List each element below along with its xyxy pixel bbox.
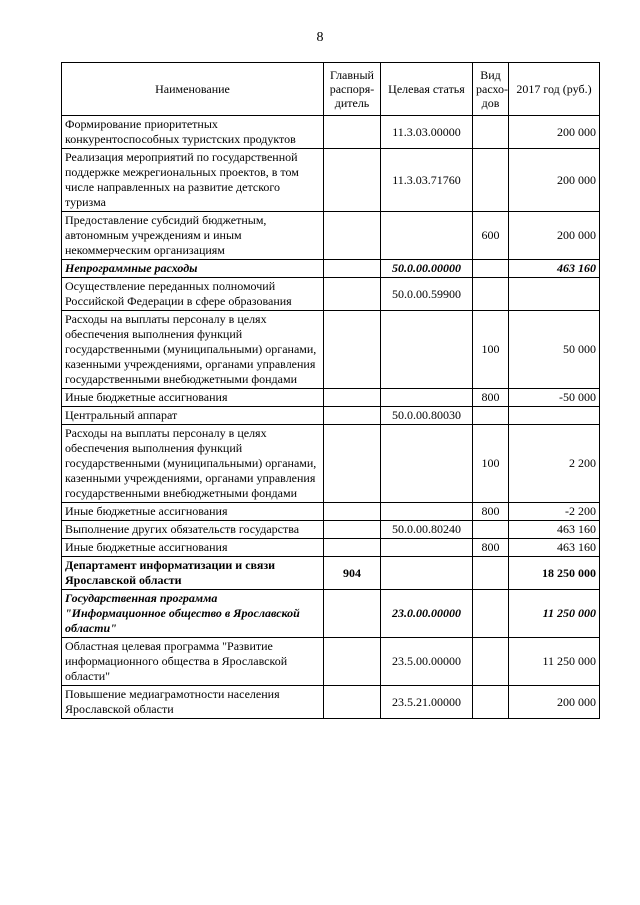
- table-row: [62, 521, 600, 539]
- cell-name: Центральный аппарат: [62, 407, 324, 425]
- cell-expense-type: 600: [473, 212, 509, 260]
- cell-amount: 200 000: [509, 149, 600, 212]
- cell-name: Повышение медиаграмотности населения Ярославской области: [62, 686, 324, 719]
- cell-name: Расходы на выплаты персоналу в целях обеспечения выполнения функций государственными (муниципальными) органами, казенными учреждениями, органами управления государственными внебюджетными фондами: [62, 311, 324, 389]
- cell-name: Иные бюджетные ассигнования: [62, 389, 324, 407]
- cell-amount: 463 160: [509, 260, 600, 278]
- cell-target: [381, 389, 473, 407]
- cell-expense-type: [473, 260, 509, 278]
- table-row: [62, 686, 600, 719]
- cell-manager: [324, 407, 381, 425]
- cell-name: Государственная программа "Информационное общество в Ярославской области": [62, 590, 324, 638]
- cell-name: Иные бюджетные ассигнования: [62, 539, 324, 557]
- cell-target: [381, 539, 473, 557]
- table-row: [62, 407, 600, 425]
- cell-manager: [324, 638, 381, 686]
- cell-expense-type: [473, 557, 509, 590]
- cell-amount: -50 000: [509, 389, 600, 407]
- cell-target: [381, 212, 473, 260]
- cell-expense-type: [473, 521, 509, 539]
- table-row: [62, 503, 600, 521]
- cell-manager: [324, 539, 381, 557]
- cell-manager: [324, 503, 381, 521]
- cell-manager: [324, 686, 381, 719]
- cell-name: Расходы на выплаты персоналу в целях обеспечения выполнения функций государственными (муниципальными) органами, казенными учреждениями, органами управления государственными внебюджетными фондами: [62, 425, 324, 503]
- cell-target: [381, 503, 473, 521]
- cell-manager: [324, 590, 381, 638]
- cell-amount: [509, 407, 600, 425]
- table-row: [62, 311, 600, 389]
- cell-expense-type: 800: [473, 503, 509, 521]
- cell-target: [381, 557, 473, 590]
- header-manager: Главный распоря-дитель: [324, 63, 381, 116]
- page-number: 8: [316, 30, 324, 45]
- header-target: Целевая статья: [381, 63, 473, 116]
- cell-manager: [324, 149, 381, 212]
- cell-expense-type: [473, 407, 509, 425]
- cell-name: Формирование приоритетных конкурентоспособных туристских продуктов: [62, 116, 324, 149]
- cell-expense-type: 100: [473, 311, 509, 389]
- cell-name: Выполнение других обязательств государства: [62, 521, 324, 539]
- cell-amount: 50 000: [509, 311, 600, 389]
- table-row: [62, 389, 600, 407]
- cell-name: Осуществление переданных полномочий Российской Федерации в сфере образования: [62, 278, 324, 311]
- cell-target: 11.3.03.71760: [381, 149, 473, 212]
- cell-name: Департамент информатизации и связи Ярославской области: [62, 557, 324, 590]
- cell-expense-type: 800: [473, 539, 509, 557]
- cell-amount: 200 000: [509, 116, 600, 149]
- cell-manager: [324, 425, 381, 503]
- table-body: [62, 116, 600, 719]
- cell-manager: [324, 278, 381, 311]
- table-header-row: [62, 63, 600, 116]
- cell-target: 50.0.00.00000: [381, 260, 473, 278]
- cell-manager: [324, 389, 381, 407]
- table-row: [62, 212, 600, 260]
- cell-amount: 18 250 000: [509, 557, 600, 590]
- header-expense-type: Вид расхо-дов: [473, 63, 509, 116]
- cell-target: 11.3.03.00000: [381, 116, 473, 149]
- table-row: [62, 278, 600, 311]
- cell-name: Иные бюджетные ассигнования: [62, 503, 324, 521]
- cell-expense-type: [473, 590, 509, 638]
- table-row: [62, 557, 600, 590]
- table-row: [62, 116, 600, 149]
- cell-amount: [509, 278, 600, 311]
- budget-table: [61, 62, 600, 719]
- cell-target: 50.0.00.80240: [381, 521, 473, 539]
- cell-amount: 11 250 000: [509, 638, 600, 686]
- table-row: [62, 539, 600, 557]
- header-name: Наименование: [62, 63, 324, 116]
- cell-amount: 463 160: [509, 539, 600, 557]
- cell-amount: 200 000: [509, 212, 600, 260]
- cell-amount: 11 250 000: [509, 590, 600, 638]
- cell-target: [381, 311, 473, 389]
- cell-target: 50.0.00.80030: [381, 407, 473, 425]
- table-row: [62, 590, 600, 638]
- cell-target: 50.0.00.59900: [381, 278, 473, 311]
- cell-expense-type: [473, 278, 509, 311]
- cell-manager: 904: [324, 557, 381, 590]
- cell-expense-type: [473, 638, 509, 686]
- table-row: [62, 149, 600, 212]
- header-amount: 2017 год (руб.): [509, 63, 600, 116]
- cell-manager: [324, 116, 381, 149]
- cell-name: Реализация мероприятий по государственной поддержке межрегиональных проектов, в том числе направленных на развитие детского туризма: [62, 149, 324, 212]
- cell-target: 23.0.00.00000: [381, 590, 473, 638]
- table-row: [62, 425, 600, 503]
- cell-expense-type: 800: [473, 389, 509, 407]
- cell-manager: [324, 212, 381, 260]
- cell-expense-type: [473, 149, 509, 212]
- cell-target: 23.5.00.00000: [381, 638, 473, 686]
- cell-amount: 2 200: [509, 425, 600, 503]
- cell-manager: [324, 260, 381, 278]
- cell-target: [381, 425, 473, 503]
- cell-name: Областная целевая программа "Развитие информационного общества в Ярославской области": [62, 638, 324, 686]
- cell-expense-type: [473, 686, 509, 719]
- cell-name: Предоставление субсидий бюджетным, автономным учреждениям и иным некоммерческим организациям: [62, 212, 324, 260]
- cell-target: 23.5.21.00000: [381, 686, 473, 719]
- cell-expense-type: [473, 116, 509, 149]
- cell-amount: 200 000: [509, 686, 600, 719]
- cell-name: Непрограммные расходы: [62, 260, 324, 278]
- table-row: [62, 638, 600, 686]
- table-row: [62, 260, 600, 278]
- cell-manager: [324, 521, 381, 539]
- cell-amount: -2 200: [509, 503, 600, 521]
- cell-expense-type: 100: [473, 425, 509, 503]
- cell-manager: [324, 311, 381, 389]
- cell-amount: 463 160: [509, 521, 600, 539]
